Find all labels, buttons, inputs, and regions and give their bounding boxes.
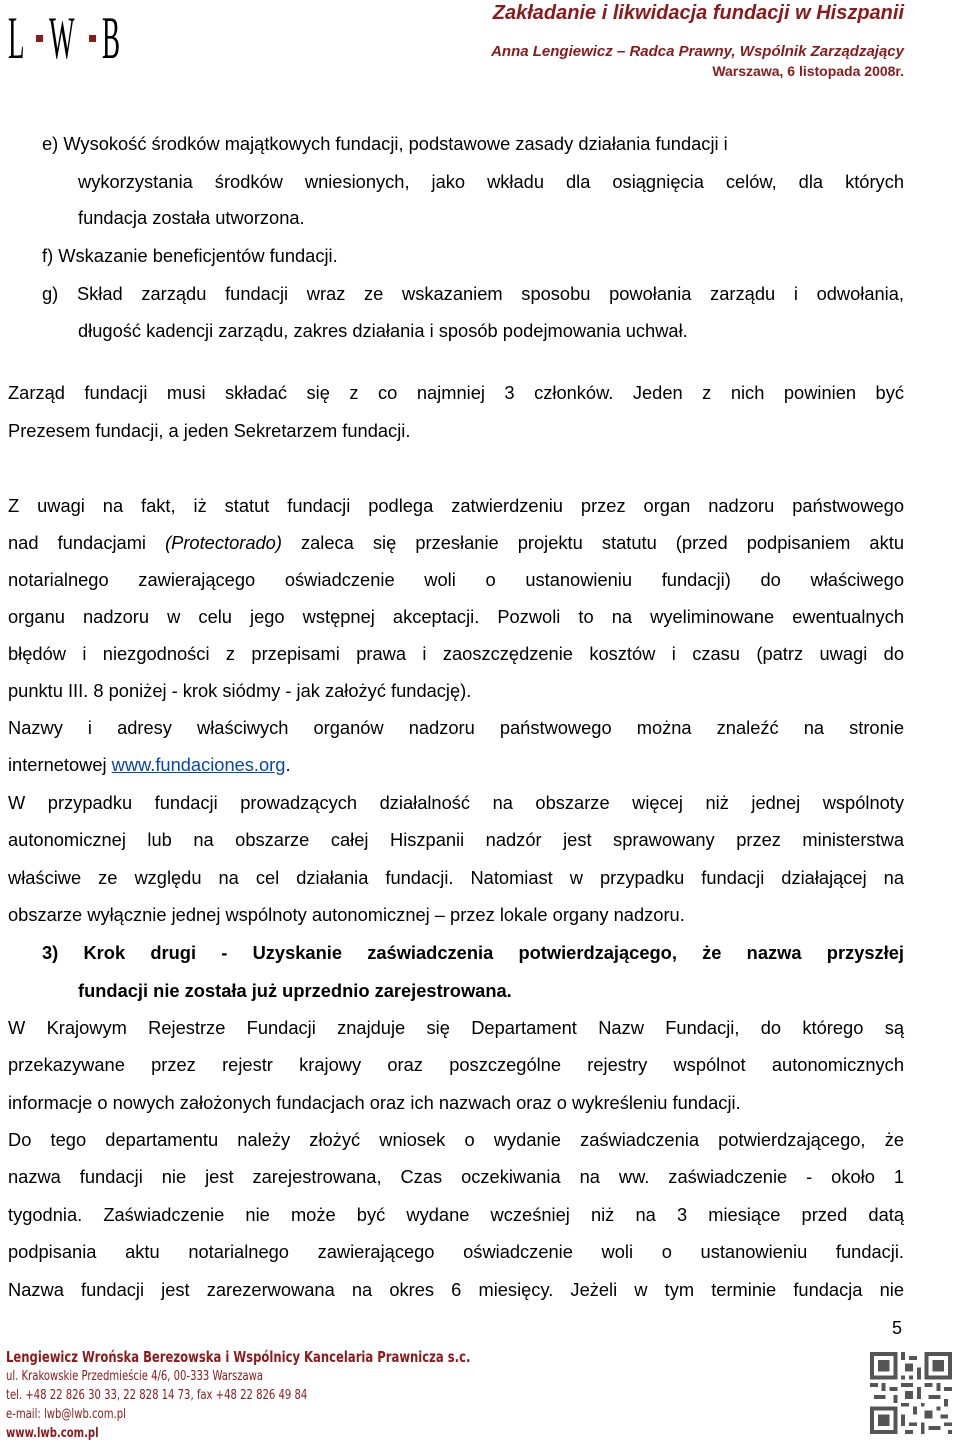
paragraph-2-line-4: organu nadzoru w celu jego wstępnej akceptacji. Pozwoli to na wyeliminowane ewentualnych — [8, 606, 904, 627]
paragraph-3-period: . — [285, 754, 291, 775]
paragraph-1-line-1: Zarząd fundacji musi składać się z co najmniej 3 członków. Jeden z nich powinien być — [8, 382, 904, 403]
paragraph-6-line-3: tygodnia. Zaświadczenie nie może być wydane wcześniej niż na 3 miesiące przed datą — [8, 1204, 904, 1225]
logo-square-1 — [36, 35, 43, 42]
paragraph-2-line-3: notarialnego zawierającego oświadczenie woli o ustanowieniu fundacji) do właściwego — [8, 569, 904, 590]
paragraph-5-line-3: informacje o nowych założonych fundacjach oraz ich nazwach oraz o wykreśleniu fundacji. — [8, 1092, 741, 1113]
paragraph-3-line-2 — [8, 754, 291, 776]
footer-address: ul. Krakowskie Przedmieście 4/6, 00-333 Warszawa — [6, 1369, 264, 1384]
page-number: 5 — [891, 1318, 902, 1338]
paragraph-2-line-5: błędów i niezgodności z przepisami prawa i zaoszczędzenie kosztów i czasu (patrz uwagi do — [8, 643, 904, 664]
paragraph-4-line-2: autonomicznej lub na obszarze całej Hiszpanii nadzór jest sprawowany przez ministerstwa — [8, 829, 904, 850]
list-item-e-line-3: fundacja została utworzona. — [78, 207, 305, 228]
paragraph-2-text-cont: zaleca się przesłanie projektu statutu (przed podpisaniem aktu — [281, 532, 904, 553]
qr-code-icon — [870, 1352, 952, 1434]
protectorado-term: (Protectorado) — [165, 532, 282, 553]
list-item-g-line-2: długość kadencji zarządu, zakres działania i sposób podejmowania uchwał. — [78, 320, 688, 341]
paragraph-3-line-1: Nazwy i adresy właściwych organów nadzoru państwowego można znaleźć na stronie — [8, 717, 904, 738]
paragraph-6-line-5: Nazwa fundacji jest zarezerwowana na okres 6 miesięcy. Jeżeli w tym terminie fundacja nie — [8, 1279, 904, 1300]
paragraph-1-line-2: Prezesem fundacji, a jeden Sekretarzem fundacji. — [8, 420, 411, 441]
paragraph-6-line-2: nazwa fundacji nie jest zarejestrowana, Czas oczekiwania na ww. zaświadczenie - około 1 — [8, 1166, 904, 1187]
paragraph-5-line-1: W Krajowym Rejestrze Fundacji znajduje się Departament Nazw Fundacji, do którego są — [8, 1017, 904, 1038]
fundaciones-link[interactable]: www.fundaciones.org — [111, 754, 286, 775]
logo-square-2 — [89, 35, 96, 42]
paragraph-4-line-3: właściwe ze względu na cel działania fundacji. Natomiast w przypadku fundacji działającej na — [8, 867, 904, 888]
paragraph-6-line-4: podpisania aktu notarialnego zawierającego oświadczenie woli o ustanowieniu fundacji. — [8, 1241, 904, 1262]
paragraph-4-line-4: obszarze wyłącznie jednej wspólnoty autonomicznej – przez lokale organy nadzoru. — [8, 904, 685, 925]
footer-email: e-mail: lwb@lwb.com.pl — [6, 1407, 126, 1422]
section-heading-line-1: 3) Krok drugi - Uzyskanie zaświadczenia potwierdzającego, że nazwa przyszłej — [42, 942, 904, 963]
paragraph-2-line-2 — [8, 532, 904, 554]
document-author: Anna Lengiewicz – Radca Prawny, Wspólnik Zarządzający — [491, 43, 904, 60]
list-item-e-line-2: wykorzystania środków wniesionych, jako wkładu dla osiągnięcia celów, dla których — [78, 171, 904, 192]
document-title: Zakładanie i likwidacja fundacji w Hiszpanii — [492, 2, 904, 24]
footer-website: www.lwb.com.pl — [6, 1426, 99, 1441]
logo-letter-w: W — [49, 5, 75, 71]
paragraph-2-line-1: Z uwagi na fakt, iż statut fundacji podlega zatwierdzeniu przez organ nadzoru państwowego — [8, 495, 904, 516]
logo-letter-l: L — [8, 5, 25, 71]
footer-firm-name: Lengiewicz Wrońska Berezowska i Wspólnicy Kancelaria Prawnicza s.c. — [6, 1348, 471, 1366]
list-item-g-line-1: g) Skład zarządu fundacji wraz ze wskazaniem sposobu powołania zarządu i odwołania, — [42, 283, 904, 304]
section-heading-line-2: fundacji nie została już uprzednio zarejestrowana. — [78, 980, 512, 1001]
list-item-f: f) Wskazanie beneficjentów fundacji. — [42, 245, 338, 266]
paragraph-5-line-2: przekazywane przez rejestr krajowy oraz poszczególne rejestry wspólnot autonomicznych — [8, 1054, 904, 1075]
paragraph-2-line-6: punktu III. 8 poniżej - krok siódmy - jak założyć fundację). — [8, 680, 472, 701]
lwb-logo — [8, 5, 124, 71]
paragraph-4-line-1: W przypadku fundacji prowadzących działalność na obszarze więcej niż jednej wspólnoty — [8, 792, 904, 813]
list-item-e-line-1: e) Wysokość środków majątkowych fundacji, podstawowe zasady działania fundacji i — [42, 133, 728, 154]
footer-phone: tel. +48 22 826 30 33, 22 828 14 73, fax +48 22 826 49 84 — [6, 1388, 308, 1403]
paragraph-3-text: internetowej — [8, 754, 112, 775]
logo-letter-b: B — [102, 5, 121, 71]
paragraph-2-text: nad fundacjami — [8, 532, 166, 553]
document-date: Warszawa, 6 listopada 2008r. — [712, 63, 904, 79]
paragraph-6-line-1: Do tego departamentu należy złożyć wniosek o wydanie zaświadczenia potwierdzającego, że — [8, 1129, 904, 1150]
